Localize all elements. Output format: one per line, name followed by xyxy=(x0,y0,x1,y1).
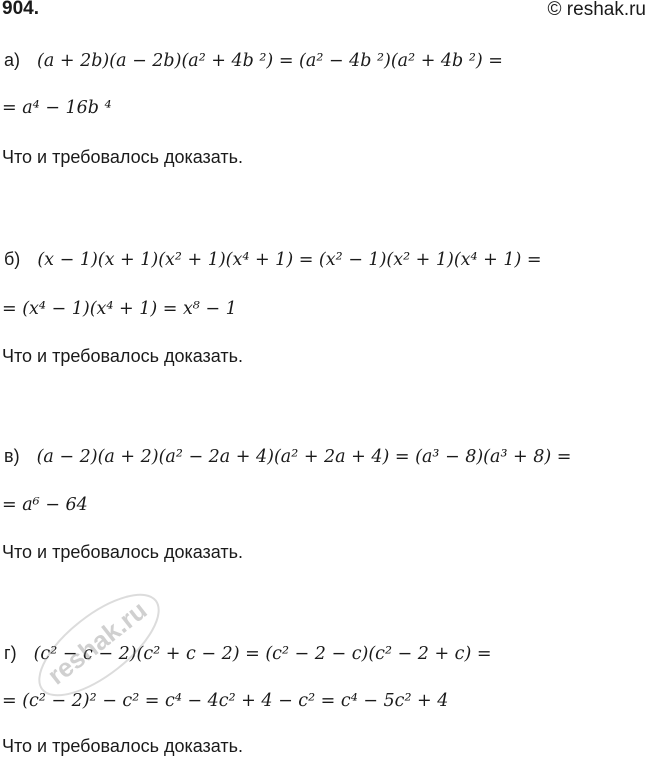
part-c-label: в) xyxy=(4,446,20,466)
part-a-label: а) xyxy=(4,50,21,70)
part-d-equation: (c² − c − 2)(c² + c − 2) = (c² − 2 − c)(c² − 2 + c) = xyxy=(33,644,492,664)
watermark-stamp-text: reshak.ru xyxy=(41,594,153,691)
part-d-label: г) xyxy=(4,643,17,663)
part-d-line2: = (c² − 2)² − c² = c⁴ − 4c² + 4 − c² = c⁴ − 5c² + 4 xyxy=(2,691,449,711)
part-b-label: б) xyxy=(4,249,21,269)
part-b-conclusion: Что и требовалось доказать. xyxy=(2,346,244,366)
part-a-conclusion: Что и требовалось доказать. xyxy=(2,147,244,167)
part-d-line1 xyxy=(4,641,492,666)
part-a-line2: = a⁴ − 16b ⁴ xyxy=(2,98,112,118)
part-c-line2: = a⁶ − 64 xyxy=(2,495,88,515)
part-c-line1 xyxy=(4,444,571,469)
task-number: 904. xyxy=(2,0,39,19)
part-b-line2: = (x⁴ − 1)(x⁴ + 1) = x⁸ − 1 xyxy=(2,299,237,319)
part-b-equation: (x − 1)(x + 1)(x² + 1)(x⁴ + 1) = (x² − 1)(x² + 1)(x⁴ + 1) = xyxy=(37,250,542,270)
part-c-conclusion: Что и требовалось доказать. xyxy=(2,542,244,562)
watermark-text: © reshak.ru xyxy=(547,0,646,20)
part-a-line1 xyxy=(4,48,503,73)
part-b-line1 xyxy=(4,247,542,272)
part-a-equation: (a + 2b)(a − 2b)(a² + 4b ²) = (a² − 4b ²)(a² + 4b ²) = xyxy=(37,51,503,71)
part-d-conclusion: Что и требовалось доказать. xyxy=(2,736,244,756)
part-c-equation: (a − 2)(a + 2)(a² − 2a + 4)(a² + 2a + 4) = (a³ − 8)(a³ + 8) = xyxy=(36,447,572,467)
